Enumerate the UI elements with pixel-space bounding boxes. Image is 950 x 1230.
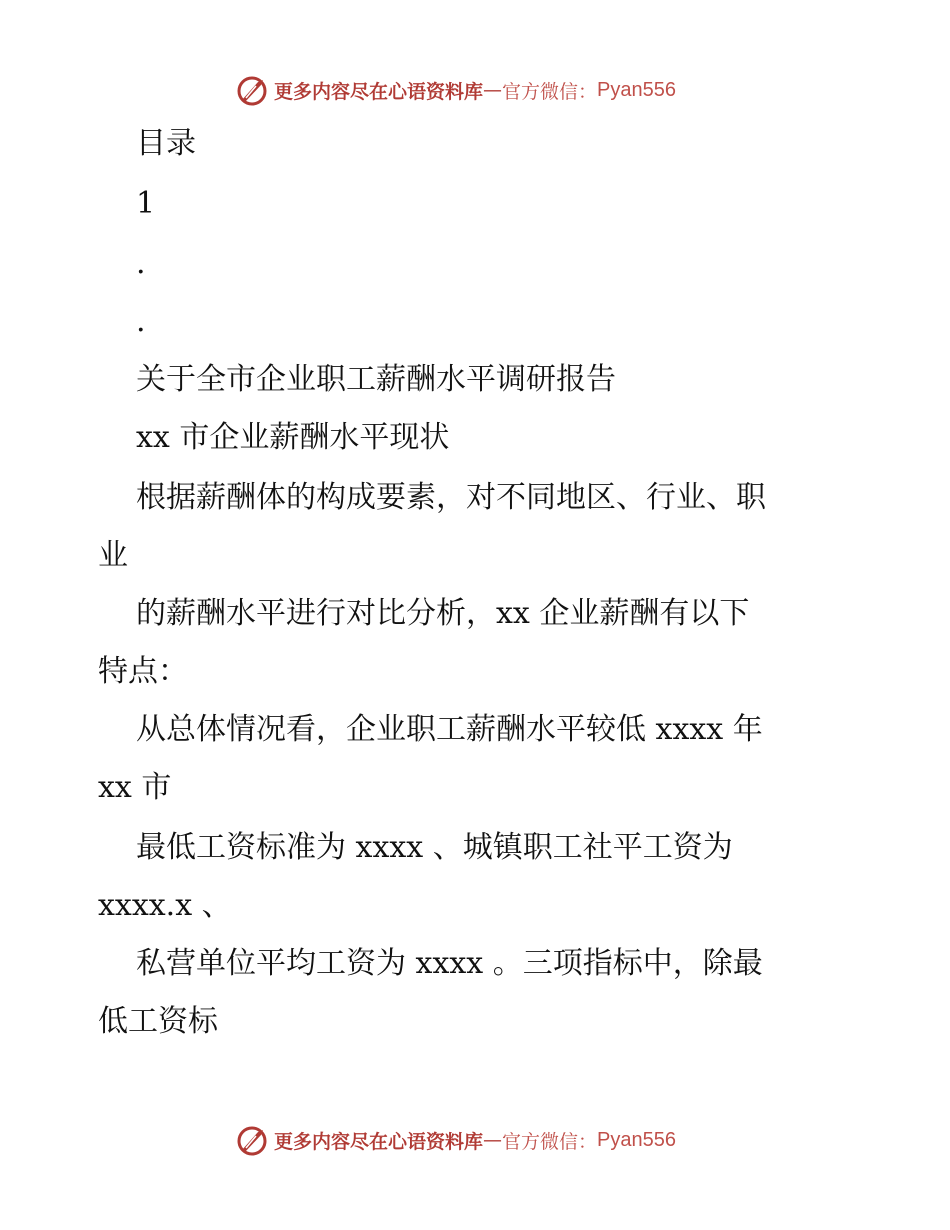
watermark-wechat-label: 官方微信： (502, 1130, 598, 1153)
paragraph-line: 业 (98, 538, 128, 573)
paragraph-line: 特点： (98, 654, 188, 689)
paragraph-line: xx 市 (98, 770, 172, 805)
pen-nib-logo-icon (236, 1124, 268, 1156)
header-watermark (236, 72, 716, 108)
paragraph-line: 私营单位平均工资为 xxxx 。三项指标中，除最 (136, 946, 763, 981)
watermark-wechat-label: 官方微信： (502, 80, 598, 103)
watermark-account: Pyan556 (597, 1128, 676, 1151)
watermark-dash: — (483, 1129, 503, 1151)
watermark-dash: — (483, 79, 503, 101)
toc-dot: . (136, 246, 146, 281)
toc-dot: . (136, 304, 146, 339)
section-heading: xx 市企业薪酬水平现状 (136, 420, 450, 455)
report-title: 关于全市企业职工薪酬水平调研报告 (136, 362, 616, 397)
paragraph-line: 低工资标 (98, 1004, 218, 1039)
footer-watermark (236, 1122, 716, 1158)
paragraph-line: 最低工资标准为 xxxx 、城镇职工社平工资为 (136, 830, 733, 865)
watermark-brand: 更多内容尽在心语资料库 (274, 1130, 484, 1153)
toc-title: 目录 (136, 126, 196, 161)
paragraph-line: 根据薪酬体的构成要素，对不同地区、行业、职 (136, 480, 766, 515)
pen-nib-logo-icon (236, 74, 268, 106)
watermark-account: Pyan556 (597, 78, 676, 101)
watermark-brand: 更多内容尽在心语资料库 (274, 80, 484, 103)
paragraph-line: 从总体情况看，企业职工薪酬水平较低 xxxx 年 (136, 712, 763, 747)
paragraph-line: xxxx.x 、 (98, 888, 232, 923)
toc-number: 1 (136, 186, 156, 221)
paragraph-line: 的薪酬水平进行对比分析，xx 企业薪酬有以下 (136, 596, 750, 631)
